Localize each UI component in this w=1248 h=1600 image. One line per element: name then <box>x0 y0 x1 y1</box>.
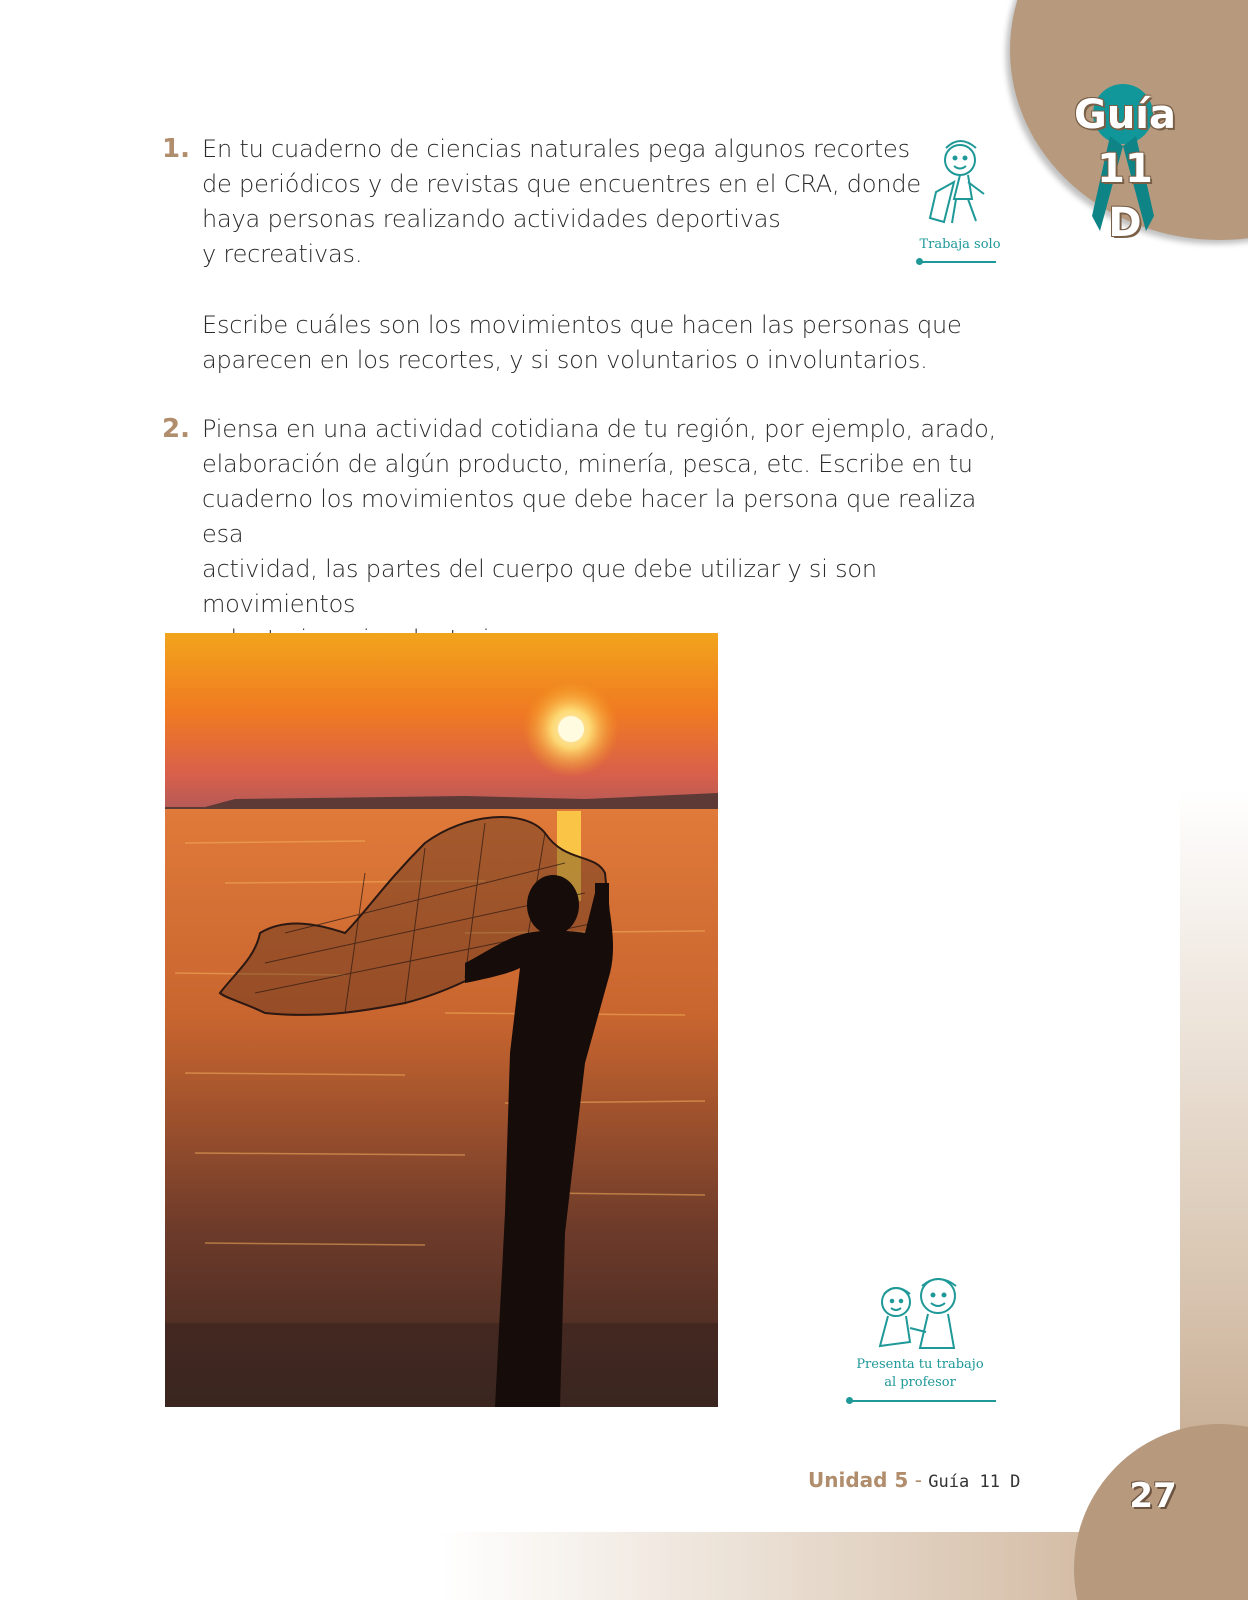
item-number: 2. <box>162 414 190 444</box>
work-alone-label: Trabaja solo <box>919 237 1001 252</box>
instruction-item-1-continued <box>162 308 1012 378</box>
item-number: 1. <box>162 134 190 164</box>
footer-unit: Unidad 5 <box>808 1468 909 1492</box>
divider-dot <box>846 1397 853 1404</box>
divider-line <box>852 1400 996 1402</box>
guide-title: Guía 11 D <box>1073 92 1176 246</box>
child-drawing-icon <box>916 134 1000 234</box>
divider-line <box>920 261 996 263</box>
footer <box>808 1468 1020 1492</box>
instruction-item-2 <box>162 412 1012 657</box>
work-alone-badge <box>910 134 1010 264</box>
fisherman-sunset-photo <box>165 633 718 1407</box>
instruction-item-1 <box>162 132 1012 272</box>
item-text: Escribe cuáles son los movimientos que hacen las personas que aparecen en los recortes, y si son voluntarios o involuntarios. <box>202 311 962 374</box>
item-text: Piensa en una actividad cotidiana de tu región, por ejemplo, arado, elaboración de algún producto, minería, pesca, etc. Escribe en tu cuaderno los movimientos que debe hacer la persona que realiza esa actividad, las partes del cuerpo que debe utilizar y si son movimientos <box>202 415 997 618</box>
item-text: En tu cuaderno de ciencias naturales pega algunos recortes de periódicos y de revistas que encuentres en el CRA, donde haya personas realizando actividades deportivas y recreativas. <box>202 135 921 268</box>
children-drawing-icon <box>866 1272 976 1357</box>
present-to-teacher-badge <box>850 1272 990 1402</box>
divider-dot <box>916 258 923 265</box>
footer-separator: - <box>908 1468 929 1492</box>
page-number: 27 <box>1129 1476 1177 1516</box>
present-to-teacher-label: Presenta tu trabajo al profesor <box>856 1357 984 1390</box>
footer-guide: Guía 11 D <box>928 1472 1021 1492</box>
